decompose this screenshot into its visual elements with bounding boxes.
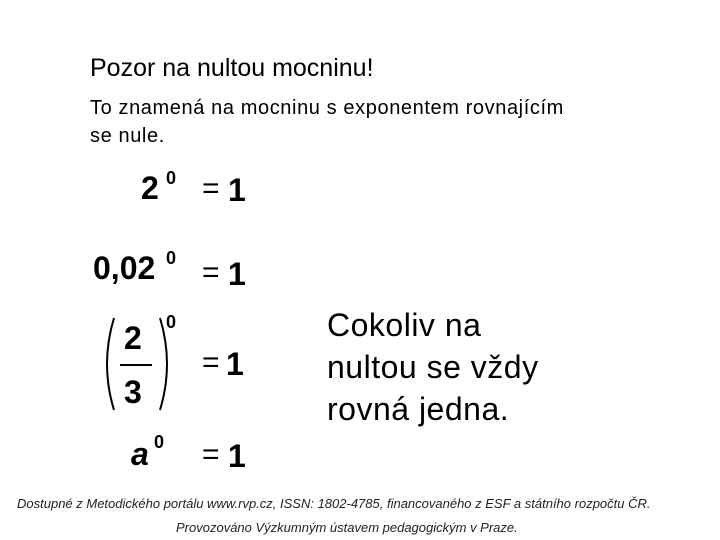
fraction-bar (120, 364, 152, 366)
subtitle-line-2: se nule. (90, 125, 165, 147)
equation-1-equals: = (202, 172, 220, 205)
equation-4-result: 1 (228, 438, 246, 474)
equation-2-result: 1 (228, 256, 246, 292)
equation-3-exponent: 0 (166, 312, 177, 332)
equation-1-result: 1 (228, 172, 246, 208)
equation-2-base: 0,02 (93, 250, 156, 286)
equation-2-equals: = (202, 256, 220, 289)
equation-1-exponent: 0 (166, 168, 177, 188)
equation-1-base: 2 (141, 170, 159, 206)
footer-source: Dostupné z Metodického portálu www.rvp.cz, ISSN: 1802-4785, financovaného z ESF a státního rozpočtu ČR. (17, 496, 651, 511)
slide-title: Pozor na nultou mocninu! (90, 54, 374, 82)
fraction-denominator: 3 (124, 374, 142, 410)
equation-4-base: a (131, 436, 149, 472)
equation-4-equals: = (202, 438, 220, 471)
equation-4-exponent: 0 (154, 432, 165, 452)
equation-2-exponent: 0 (166, 248, 177, 268)
callout-text: Cokoliv na nultou se vždy rovná jedna. (327, 307, 539, 427)
equation-3-result: 1 (226, 346, 244, 382)
footer-operator: Provozováno Výzkumným ústavem pedagogickým v Praze. (176, 520, 518, 535)
subtitle-line-1: To znamená na mocninu s exponentem rovnajícím (90, 97, 564, 119)
fraction-numerator: 2 (124, 320, 142, 356)
slide-subtitle (90, 94, 564, 150)
equation-3-equals: = (202, 346, 220, 379)
